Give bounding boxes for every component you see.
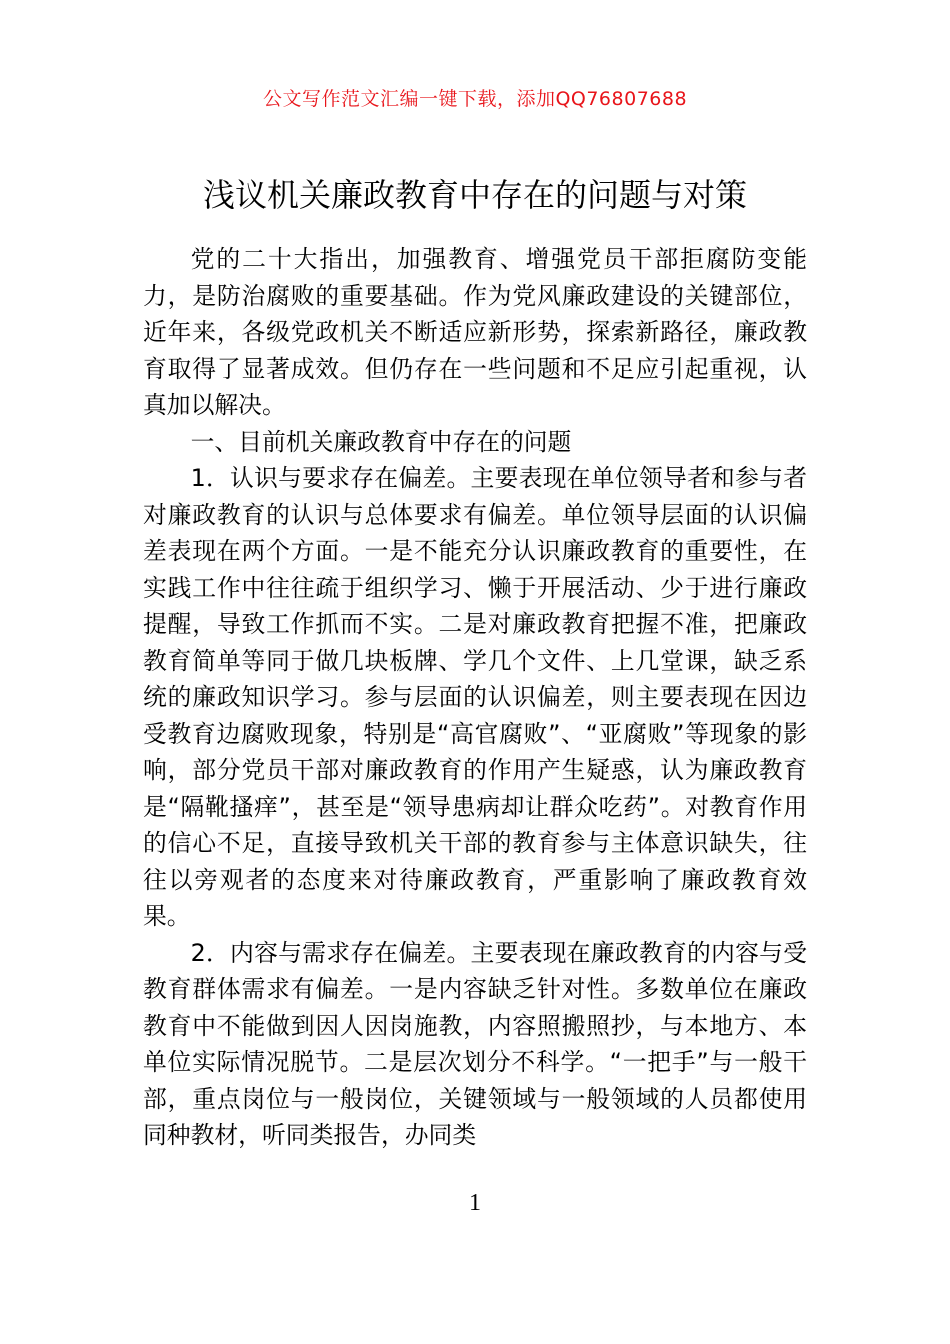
download-banner: 公文写作范文汇编一键下载，添加QQ76807688	[262, 88, 688, 110]
paragraph-intro: 党的二十大指出，加强教育、增强党员干部拒腐防变能力，是防治腐败的重要基础。作为党风廉政建设的关键部位，近年来，各级党政机关不断适应新形势，探索新路径，廉政教育取得了显著成效。但仍存在一些问题和不足应引起重视，认真加以解决。	[143, 245, 807, 419]
section-heading: 一、目前机关廉政教育中存在的问题	[190, 427, 572, 456]
document-title: 浅议机关廉政教育中存在的问题与对策	[202, 176, 747, 214]
paragraph-point-1: 1．认识与要求存在偏差。主要表现在单位领导者和参与者对廉政教育的认识与总体要求有偏差。单位领导层面的认识偏差表现在两个方面。一是不能充分认识廉政教育的重要性，在实践工作中往往疏于组织学习、懒于开展活动、少于进行廉政提醒，导致工作抓而不实。二是对廉政教育把握不准，把廉政教育简单等同于做几块板牌、学几个文件、上几堂课，缺乏系统的廉政知识学习。参与层面的认识偏差，则主要表现在因边受教育边腐败现象，特别是“高官腐败”、“亚腐败”等现象的影响，部分党员干部对廉政教育的作用产生疑惑，认为廉政教育是“隔靴搔痒”，甚至是“领导患病却让群众吃药”。对教育作用的信心不足，直接导致机关干部的教育参与主体意识缺失，往往以旁观者的态度来对待廉政教育，严重影响了廉政教育效果。	[143, 464, 807, 930]
page-number: 1	[469, 1190, 481, 1216]
paragraph-point-2: 2．内容与需求存在偏差。主要表现在廉政教育的内容与受教育群体需求有偏差。一是内容缺乏针对性。多数单位在廉政教育中不能做到因人因岗施教，内容照搬照抄，与本地方、本单位实际情况脱节。二是层次划分不科学。“一把手”与一般干部，重点岗位与一般岗位，关键领域与一般领域的人员都使用同种教材，听同类报告，办同类	[143, 938, 807, 1149]
document-body	[143, 241, 807, 1154]
